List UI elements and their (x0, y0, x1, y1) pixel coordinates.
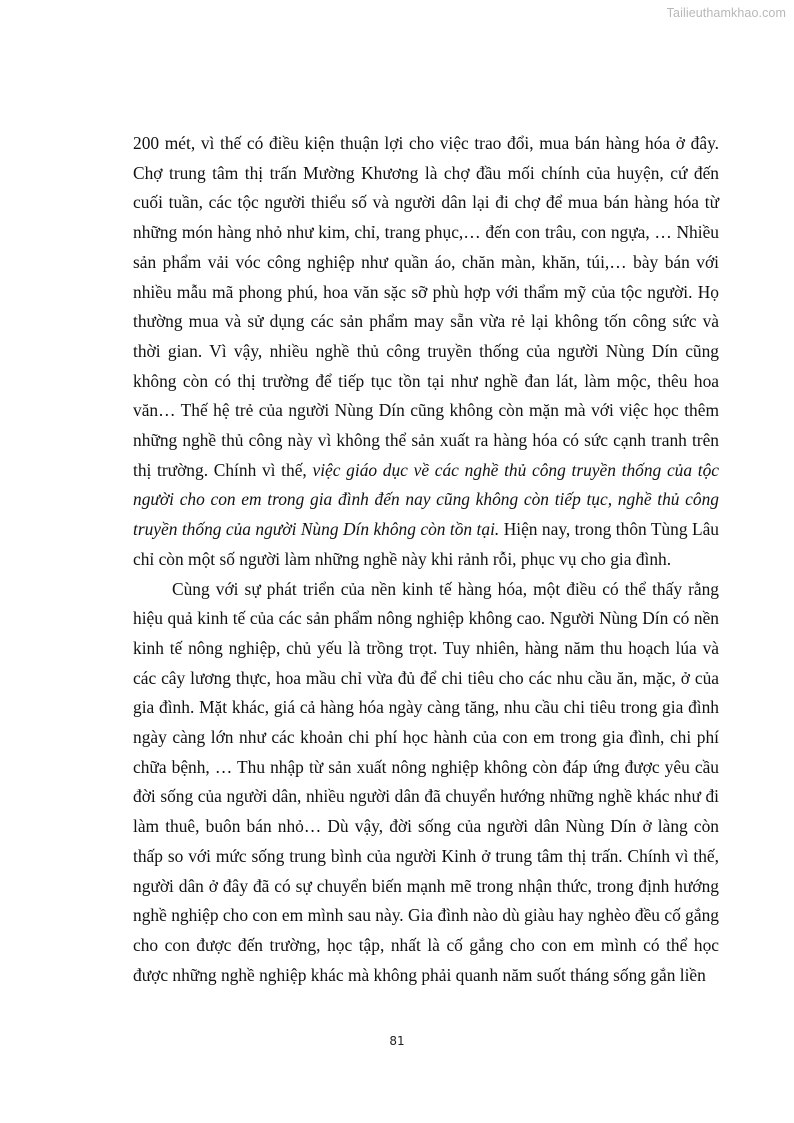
watermark: Tailieuthamkhao.com (666, 6, 786, 20)
paragraph-1 (133, 129, 719, 575)
page-number: 81 (389, 1034, 405, 1048)
paragraph-1-italic: việc giáo dục về các nghề thủ công truyền thống của tộc người cho con em trong gia đình đến nay cũng không còn tiếp tục, nghề thủ công truyền thống của người Nùng Dín không còn tồn tại. (133, 459, 719, 540)
paragraph-2: Cùng với sự phát triển của nền kinh tế hàng hóa, một điều có thể thấy rằng hiệu quả kinh tế của các sản phẩm nông nghiệp không cao. Người Nùng Dín có nền kinh tế nông nghiệp, chủ yếu là trồng trọt. Tuy nhiên, hàng năm thu hoạch lúa và các cây lương thực, hoa mầu chỉ vừa đủ để chi tiêu cho các nhu cầu ăn, mặc, ở của gia đình. Mặt khác, giá cả hàng hóa ngày càng tăng, nhu cầu chi tiêu trong gia đình ngày càng lớn như các khoản chi phí học hành của con em trong gia đình, chi phí chữa bệnh, … Thu nhập từ sản xuất nông nghiệp không còn đáp ứng được yêu cầu đời sống của người dân, nhiều người dân đã chuyển hướng những nghề khác như đi làm thuê, buôn bán nhỏ… Dù vậy, đời sống của người dân Nùng Dín ở làng còn thấp so với mức sống trung bình của người Kinh ở trung tâm thị trấn. Chính vì thế, người dân ở đây đã có sự chuyển biến mạnh mẽ trong nhận thức, trong định hướng nghề nghiệp cho con em mình sau này. Gia đình nào dù giàu hay nghèo đều cố gắng cho con được đến trường, học tập, nhất là cố gắng cho con em mình có thể học được những nghề nghiệp khác mà không phải quanh năm suốt tháng sống gắn liền (133, 578, 719, 985)
paragraph-1-text-end: Hiện nay, trong thôn Tùng Lâu chỉ còn một số người làm những nghề này khi rảnh rỗi, phục vụ cho gia đình. (133, 519, 719, 569)
document-body (133, 129, 719, 990)
paragraph-1-text: 200 mét, vì thế có điều kiện thuận lợi cho việc trao đổi, mua bán hàng hóa ở đây. Chợ trung tâm thị trấn Mường Khương là chợ đầu mối chính của huyện, cứ đến cuối tuần, các tộc người thiểu số và người dân lại đi chợ để mua bán hàng hóa từ những món hàng nhỏ như kim, chỉ, trang phục,… đến con trâu, con ngựa, … Nhiều sản phẩm vải vóc công nghiệp như quần áo, chăn màn, khăn, túi,… bày bán với nhiều mẫu mã phong phú, hoa văn sặc sỡ phù hợp với thẩm mỹ của tộc người. Họ thường mua và sử dụng các sản phẩm may sẵn vừa rẻ lại không tốn công sức và thời gian. Vì vậy, nhiều nghề thủ công truyền thống của người Nùng Dín cũng không còn có thị trường để tiếp tục tồn tại như nghề đan lát, làm mộc, thêu hoa văn… Thế hệ trẻ của người Nùng Dín cũng không còn mặn mà với việc học thêm những nghề thủ công này vì không thể sản xuất ra hàng hóa có sức cạnh tranh trên thị trường. Chính vì thế, (133, 133, 719, 480)
